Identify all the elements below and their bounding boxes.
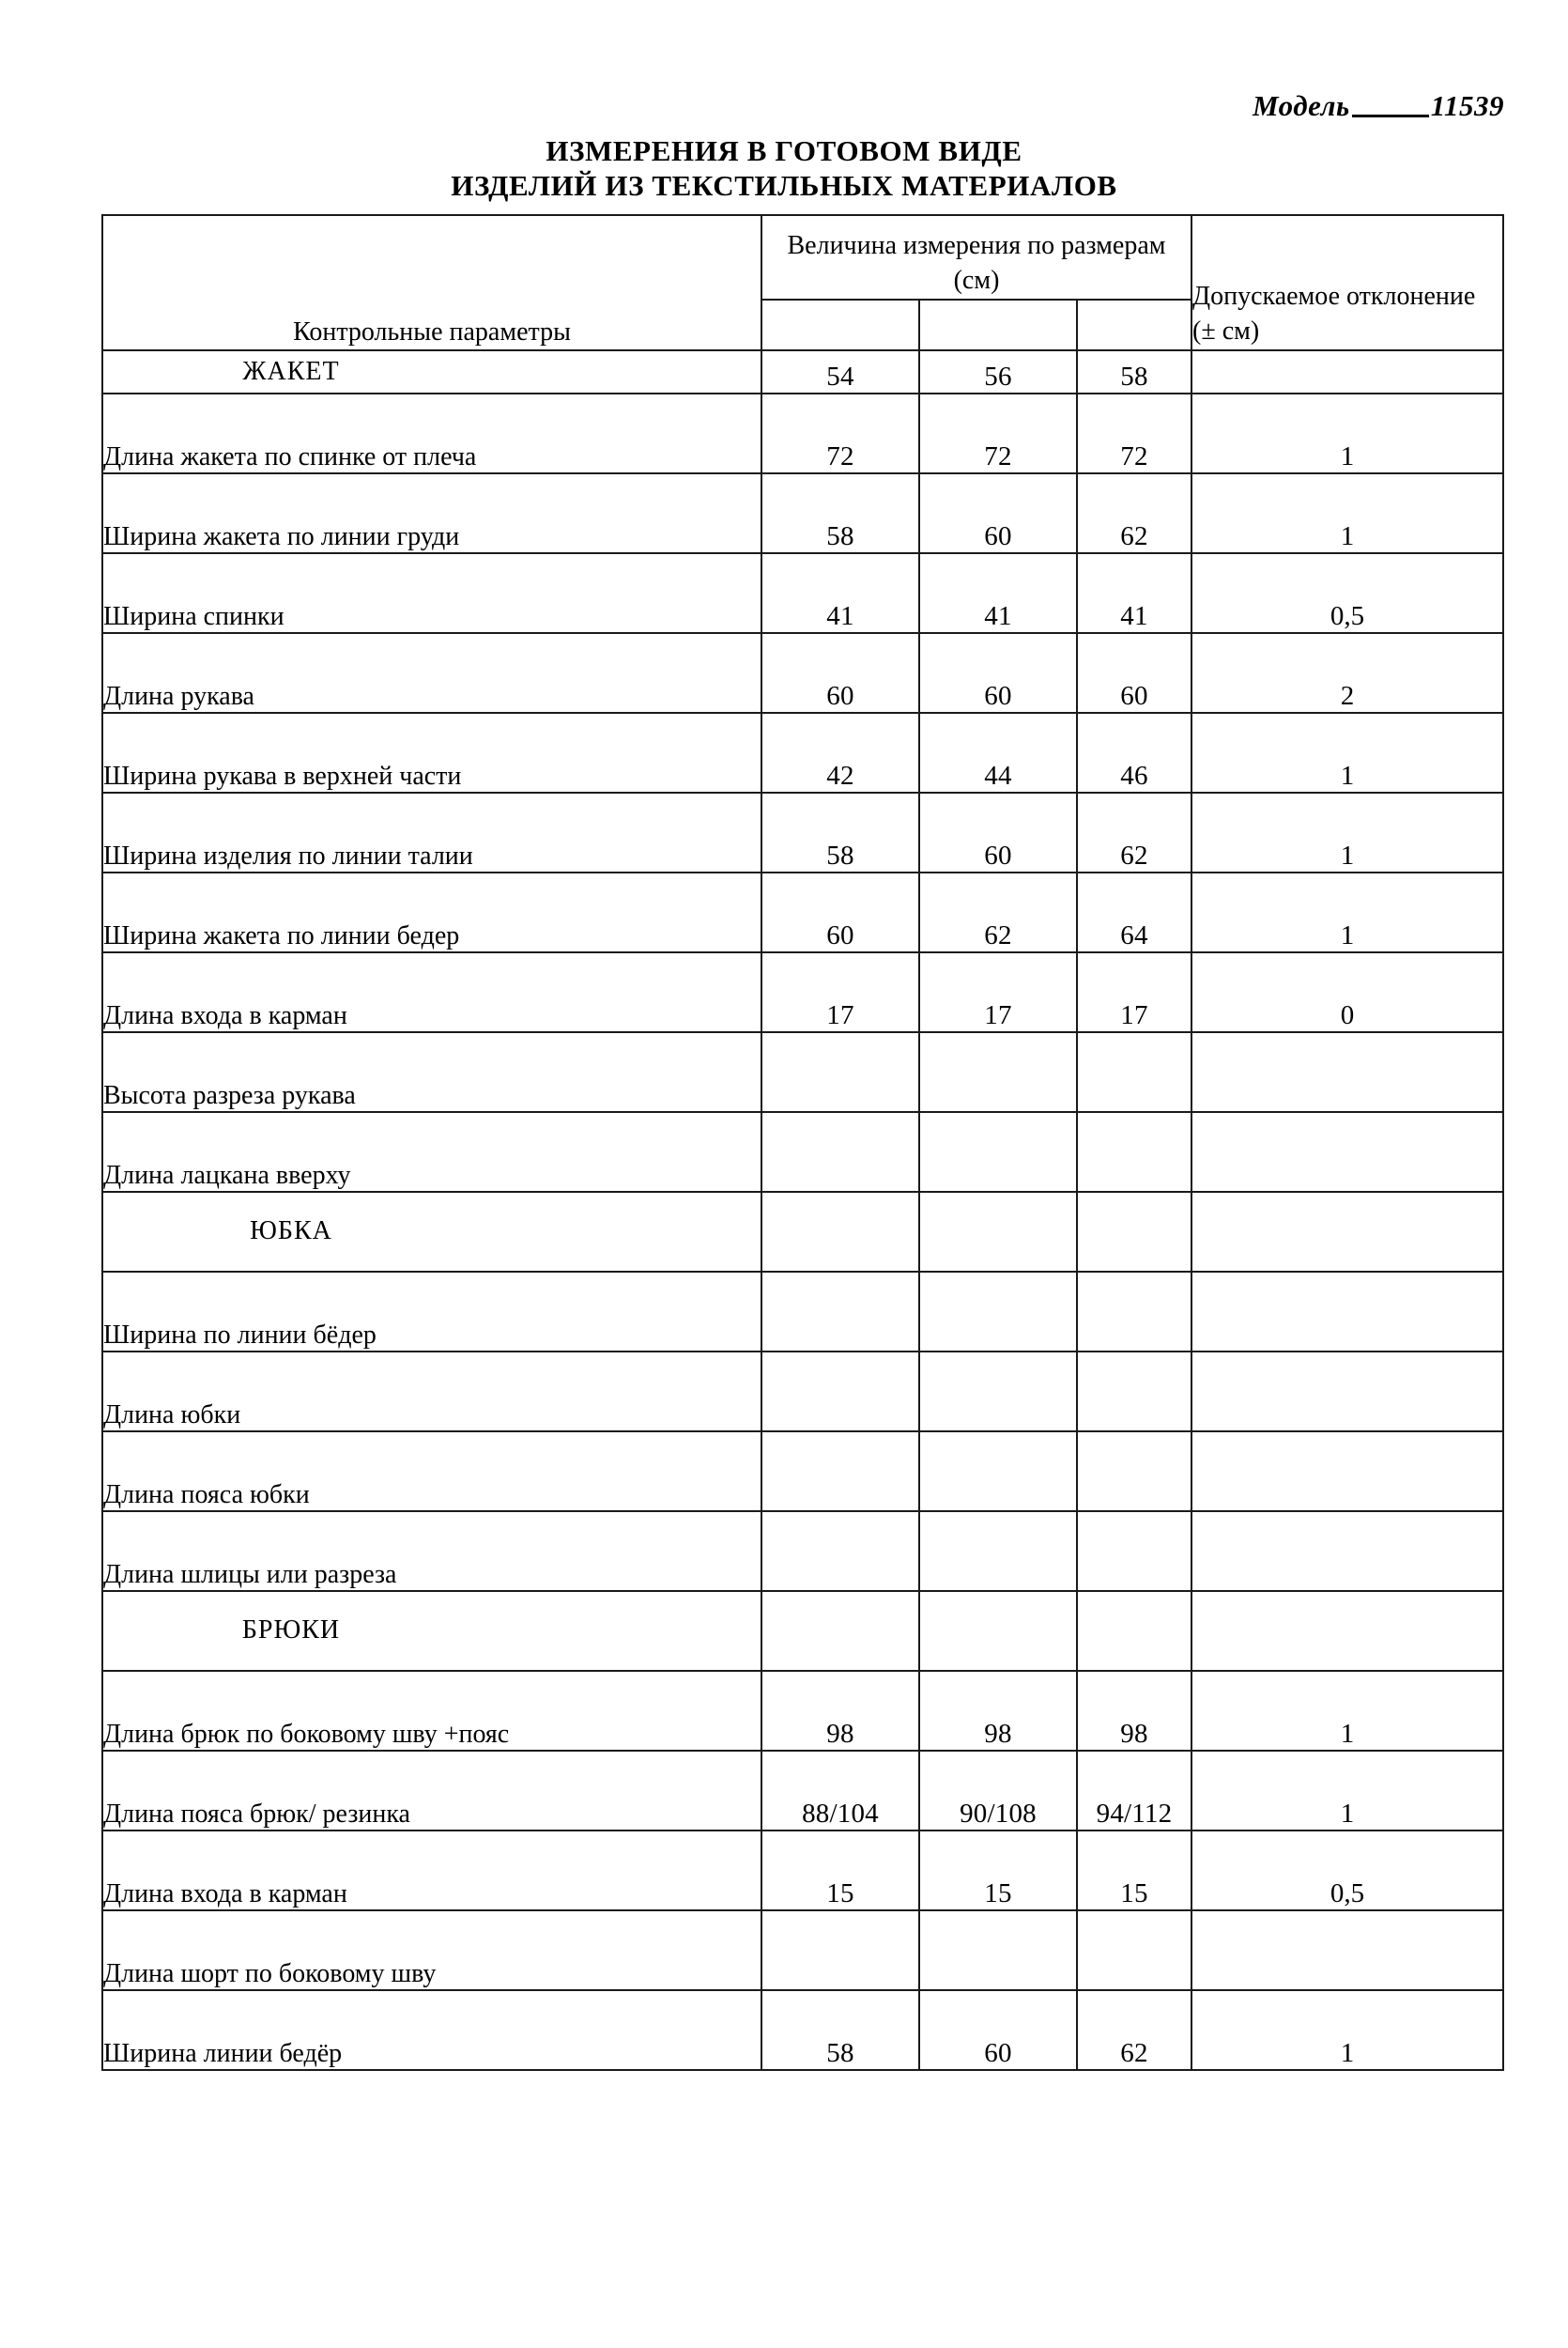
measurement-value: 60 [761,633,919,713]
measurement-value: 41 [761,553,919,633]
measurement-value [919,1431,1077,1511]
deviation-value: 1 [1191,1990,1503,2070]
measurement-value [919,1352,1077,1431]
measurement-value [1077,1910,1191,1990]
measurement-value: 56 [919,350,1077,394]
measurement-value [761,1192,919,1272]
parameter-label: Длина юбки [102,1352,761,1431]
measurement-value: 15 [1077,1831,1191,1910]
table-row [102,1910,1503,1990]
deviation-value: 1 [1191,713,1503,793]
measurement-value [1077,1511,1191,1591]
table-row [102,1751,1503,1831]
measurement-value: 72 [761,394,919,473]
measurement-value: 98 [1077,1671,1191,1751]
measurement-value: 72 [1077,394,1191,473]
table-row [102,1272,1503,1352]
table-row [102,873,1503,952]
measurement-value: 60 [919,473,1077,553]
deviation-value [1191,1112,1503,1192]
table-row [102,952,1503,1032]
measurement-value: 62 [1077,473,1191,553]
deviation-value: 1 [1191,873,1503,952]
parameter-label: Длина брюк по боковому шву +пояс [102,1671,761,1751]
measurement-value [761,1511,919,1591]
parameter-label: Ширина жакета по линии груди [102,473,761,553]
measurement-value: 41 [1077,553,1191,633]
measurement-value: 17 [761,952,919,1032]
model-label: Модель [1253,89,1350,122]
measurement-value [919,1112,1077,1192]
deviation-value [1191,1910,1503,1990]
measurement-value: 15 [919,1831,1077,1910]
parameter-label: Длина пояса юбки [102,1431,761,1511]
measurement-value [919,1910,1077,1990]
measurement-value: 58 [761,1990,919,2070]
table-row [102,1671,1503,1751]
section-label: ЖАКЕТ [102,350,761,394]
measurement-value: 46 [1077,713,1191,793]
measurement-value [1077,1431,1191,1511]
measurement-value: 58 [1077,350,1191,394]
deviation-value: 1 [1191,394,1503,473]
parameter-label: Длина входа в карман [102,1831,761,1910]
deviation-value: 0 [1191,952,1503,1032]
measurements-table-wrapper [101,214,1502,2071]
parameter-label: Ширина рукава в верхней части [102,713,761,793]
measurement-value: 58 [761,793,919,873]
measurement-value: 90/108 [919,1751,1077,1831]
measurement-value [761,1032,919,1112]
measurement-value [1077,1032,1191,1112]
table-row [102,1831,1503,1910]
measurement-value [919,1511,1077,1591]
deviation-value [1191,1511,1503,1591]
model-number-line [1253,89,1504,123]
measurement-value: 41 [919,553,1077,633]
table-row [102,1511,1503,1591]
table-row [102,553,1503,633]
table-section-row [102,1192,1503,1272]
measurement-value [1077,1272,1191,1352]
table-head [102,215,1503,350]
measurement-value [1077,1112,1191,1192]
measurement-value [919,1192,1077,1272]
table-row [102,1352,1503,1431]
deviation-value [1191,1192,1503,1272]
measurement-value [1077,1352,1191,1431]
table-section-row [102,350,1503,394]
parameter-label: Длина пояса брюк/ резинка [102,1751,761,1831]
deviation-value: 1 [1191,1671,1503,1751]
measurement-value: 88/104 [761,1751,919,1831]
page-title-line-1: ИЗМЕРЕНИЯ В ГОТОВОМ ВИДЕ [546,134,1022,167]
measurement-value [761,1591,919,1671]
parameter-label: Высота разреза рукава [102,1032,761,1112]
measurement-value: 72 [919,394,1077,473]
section-label: ЮБКА [102,1192,761,1272]
measurement-value: 17 [1077,952,1191,1032]
measurement-value [761,1431,919,1511]
measurement-value: 17 [919,952,1077,1032]
measurement-value [1077,1591,1191,1671]
deviation-value: 1 [1191,473,1503,553]
deviation-value: 1 [1191,1751,1503,1831]
deviation-value [1191,1032,1503,1112]
parameter-label: Длина рукава [102,633,761,713]
column-header-size-1 [761,300,919,350]
measurement-value: 60 [919,1990,1077,2070]
table-header-row [102,215,1503,300]
measurement-value: 62 [919,873,1077,952]
deviation-value: 0,5 [1191,553,1503,633]
column-header-size-3 [1077,300,1191,350]
column-header-parameters: Контрольные параметры [102,215,761,350]
measurements-table [101,214,1504,2071]
measurement-value: 54 [761,350,919,394]
table-body [102,350,1503,2070]
measurement-value: 62 [1077,793,1191,873]
measurement-value: 42 [761,713,919,793]
parameter-label: Ширина жакета по линии бедер [102,873,761,952]
deviation-value [1191,1431,1503,1511]
measurement-value: 15 [761,1831,919,1910]
parameter-label: Ширина спинки [102,553,761,633]
measurement-value [761,1272,919,1352]
deviation-value [1191,350,1503,394]
deviation-value [1191,1352,1503,1431]
deviation-value: 2 [1191,633,1503,713]
measurement-value [919,1272,1077,1352]
measurement-value: 58 [761,473,919,553]
table-row [102,633,1503,713]
deviation-value [1191,1591,1503,1671]
measurement-value [1077,1192,1191,1272]
measurement-value [919,1591,1077,1671]
parameter-label: Длина входа в карман [102,952,761,1032]
column-header-size-2 [919,300,1077,350]
measurement-value [919,1032,1077,1112]
model-underline [1352,115,1429,117]
deviation-value: 1 [1191,793,1503,873]
page-title [0,133,1568,203]
measurement-value: 60 [919,633,1077,713]
column-header-deviation: Допускаемое отклонение (± см) [1191,215,1503,350]
section-label: БРЮКИ [102,1591,761,1671]
measurement-value: 94/112 [1077,1751,1191,1831]
measurement-value: 60 [919,793,1077,873]
measurement-value: 60 [761,873,919,952]
table-row [102,1990,1503,2070]
parameter-label: Длина шлицы или разреза [102,1511,761,1591]
parameter-label: Ширина линии бедёр [102,1990,761,2070]
measurement-value: 98 [919,1671,1077,1751]
table-section-row [102,1591,1503,1671]
table-row [102,1431,1503,1511]
measurement-value [761,1352,919,1431]
measurement-value [761,1910,919,1990]
page-title-line-2: ИЗДЕЛИЙ ИЗ ТЕКСТИЛЬНЫХ МАТЕРИАЛОВ [451,169,1117,203]
measurement-value: 64 [1077,873,1191,952]
deviation-value: 0,5 [1191,1831,1503,1910]
table-row [102,713,1503,793]
measurement-value: 98 [761,1671,919,1751]
table-row [102,1032,1503,1112]
table-row [102,473,1503,553]
table-row [102,394,1503,473]
parameter-label: Длина шорт по боковому шву [102,1910,761,1990]
measurement-value: 44 [919,713,1077,793]
measurement-value [761,1112,919,1192]
deviation-value [1191,1272,1503,1352]
parameter-label: Длина лацкана вверху [102,1112,761,1192]
column-header-sizes-group: Величина измерения по размерам (см) [761,215,1191,300]
measurement-value: 62 [1077,1990,1191,2070]
table-row [102,793,1503,873]
parameter-label: Ширина изделия по линии талии [102,793,761,873]
measurement-value: 60 [1077,633,1191,713]
model-value: 11539 [1430,89,1504,122]
table-row [102,1112,1503,1192]
parameter-label: Ширина по линии бёдер [102,1272,761,1352]
parameter-label: Длина жакета по спинке от плеча [102,394,761,473]
